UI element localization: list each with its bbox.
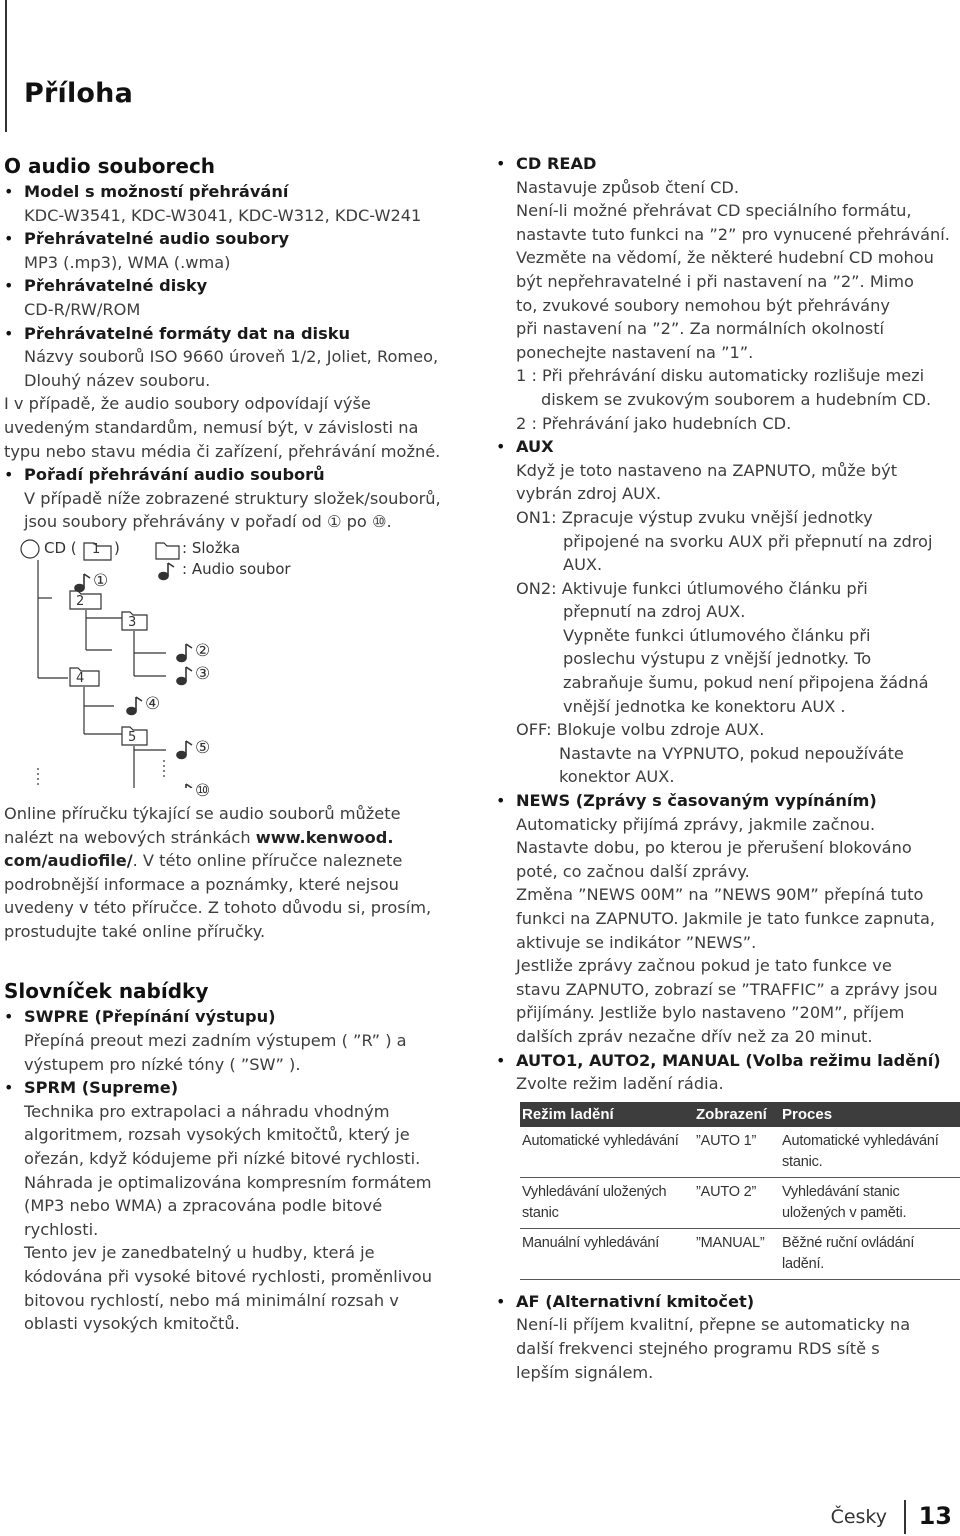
news-line: Nastavte dobu, po kterou je přerušení blokováno	[516, 838, 912, 858]
note-icon	[159, 563, 174, 580]
cdread-line: Nastavuje způsob čtení CD.	[516, 177, 739, 197]
sprm-item-line: Technika pro extrapolaci a náhradu vhodným	[24, 1101, 390, 1121]
news-line: poté, co začnou další zprávy.	[516, 861, 750, 881]
sprm-item-line: kódována při vysoké bitové rychlosti, proměnlivou	[24, 1267, 432, 1286]
folder-number: 5	[128, 729, 137, 745]
af-heading: AF (Alternativní kmitočet)	[516, 1291, 755, 1311]
order-item	[4, 463, 464, 534]
table-row	[520, 1177, 960, 1228]
aux-line: Když je toto nastaveno na ZAPNUTO, může být	[516, 460, 898, 480]
tuning-table	[520, 1102, 960, 1280]
online-line: uvedeny v této příručce. Z tohoto důvodu si, prosím,	[4, 898, 432, 918]
audio-item-heading: Přehrávatelné formáty dat na disku	[24, 323, 351, 343]
sprm-item-line: Tento jev je zanedbatelný u hudby, která je	[24, 1243, 375, 1263]
folder-tree-diagram	[4, 538, 304, 801]
audio-item-heading: Přehrávatelné disky	[24, 276, 208, 296]
note-icon	[177, 741, 192, 759]
audio-item-heading: Přehrávatelné audio soubory	[24, 229, 289, 249]
news-line: stavu ZAPNUTO, zobrazí se ”TRAFFIC” a zprávy jsou	[516, 979, 938, 999]
swpre-item-line: výstupem pro nízké tóny ( ”SW” ).	[24, 1054, 301, 1074]
audio-item	[4, 180, 464, 227]
news-line: Automaticky přijímá zprávy, jakmile začnou.	[516, 814, 876, 834]
tuning-line: Zvolte režim ladění rádia.	[516, 1074, 724, 1094]
tuning	[496, 1049, 956, 1096]
sprm-item-line: rychlosti.	[24, 1219, 99, 1239]
sprm-item-line: ořezán, když kódujeme při nízké bitové rychlosti.	[24, 1149, 421, 1169]
table-cell: Vyhledávání stanic uložených v paměti.	[780, 1177, 960, 1228]
news-item	[496, 789, 956, 1049]
table-cell: Vyhledávání uložených stanic	[520, 1177, 694, 1228]
table-row	[520, 1127, 960, 1178]
af-item	[496, 1290, 956, 1384]
audio-item-line: Názvy souborů ISO 9660 úroveň 1/2, Joliet, Romeo,	[24, 347, 439, 367]
cdread-line: Není-li možné přehrávat CD speciálního formátu,	[516, 201, 912, 221]
cdread-item	[496, 152, 956, 435]
note-icon	[127, 697, 142, 715]
cdread-line: při nastavení na ”2”. Za normálních okolností	[516, 319, 885, 339]
aux-heading: AUX	[516, 437, 554, 457]
online-text: . V této online příručce naleznete	[132, 851, 403, 871]
cd-icon	[21, 540, 39, 558]
right-column	[496, 152, 956, 1384]
table-body	[520, 1127, 960, 1280]
cdread-line: nastavte tuto funkci na ”2” pro vynucené přehrávání.	[516, 224, 950, 244]
online-line: prostudujte také online příručky.	[4, 921, 266, 941]
bullet-dot: •	[4, 1078, 14, 1098]
table-cell: ”MANUAL”	[694, 1228, 780, 1279]
af-line: lepším signálem.	[516, 1362, 654, 1382]
cdread-line: Vezměte na vědomí, že některé hudební CD mohou	[516, 248, 934, 268]
news-heading: NEWS (Zprávy s časovaným vypínáním)	[516, 791, 877, 811]
note-line: uvedeným standardům, nemusí být, v závislosti na	[4, 417, 419, 437]
tuning-heading: AUTO1, AUTO2, MANUAL (Volba režimu ladění)	[516, 1050, 941, 1070]
cdread-heading: CD READ	[516, 154, 597, 173]
af-line: další frekvenci stejného programu RDS sítě s	[516, 1338, 880, 1358]
file-order: ④	[145, 693, 161, 714]
table-cell: ”AUTO 2”	[694, 1177, 780, 1228]
file-order: ①	[93, 570, 109, 591]
news-line: přijímány. Jestliže bylo nastaveno ”20M”, příjem	[516, 1003, 905, 1023]
bullet-dot: •	[4, 1007, 14, 1027]
file-order: ②	[195, 640, 211, 661]
table-cell: Automatické vyhledávání stanic.	[780, 1127, 960, 1178]
table-cell: Manuální vyhledávání	[520, 1228, 694, 1279]
audio-note	[4, 392, 464, 463]
file-order: ⑩	[195, 780, 211, 801]
glossary-items	[4, 1005, 464, 1335]
aux-on2-line: zabraňuje šumu, pokud není připojena žádná	[563, 673, 929, 693]
sprm-item-line: algoritmem, rozsah vysokých kmitočtů, který je	[24, 1125, 410, 1145]
file-order: ③	[195, 663, 211, 684]
margin-rule	[5, 0, 7, 132]
af	[496, 1290, 956, 1384]
cd-label: CD (	[44, 538, 77, 557]
table-header-row	[520, 1102, 960, 1127]
audio-item	[4, 322, 464, 393]
aux-on1-line: AUX.	[563, 555, 603, 575]
aux-off-line: Nastavte na VYPNUTO, pokud nepoužíváte	[559, 743, 904, 763]
online-link[interactable]: www.kenwood.	[255, 827, 394, 847]
audio-item-line: KDC-W3541, KDC-W3041, KDC-W312, KDC-W241	[24, 205, 422, 225]
folder-number: 4	[76, 670, 85, 686]
audio-item-line: Dlouhý název souboru.	[24, 370, 211, 390]
online-manual-note	[4, 802, 464, 944]
cdread-line: ponechejte nastavení na ”1”.	[516, 342, 754, 362]
bullet-dot: •	[4, 229, 14, 249]
bullet-dot: •	[4, 465, 14, 485]
news-line: funkci na ZAPNUTO. Jakmile je tato funkce zapnuta,	[516, 909, 936, 928]
aux-on2-line: Vypněte funkci útlumového článku při	[563, 625, 871, 645]
audio-items	[4, 180, 464, 392]
aux-on2-line: poslechu výstupu z vnější jednotky. To	[563, 649, 872, 669]
sprm-item-line: Náhrada je optimalizována kompresním formátem	[24, 1172, 432, 1192]
swpre-item-line: Přepíná preout mezi zadním výstupem ( ”R” ) a	[24, 1031, 407, 1051]
online-line	[4, 826, 464, 850]
root-folder-number: 1	[92, 541, 101, 557]
file-order: ⑤	[195, 737, 211, 758]
aux-on2-line: přepnutí na zdroj AUX.	[563, 602, 746, 622]
aux-off: OFF: Blokuje volbu zdroje AUX.	[516, 720, 765, 740]
table-cell: Běžné ruční ovládání ladění.	[780, 1228, 960, 1279]
cdread-line: to, zvukové soubory nemohou být přehrávány	[516, 295, 890, 315]
aux-item	[496, 435, 956, 789]
news-line: Změna ”NEWS 00M” na ”NEWS 90M” přepíná tuto	[516, 885, 924, 905]
footer-language: Česky	[830, 1506, 887, 1528]
page-number: 13	[918, 1502, 952, 1530]
note-icon	[75, 574, 90, 592]
news-line: Jestliže zprávy začnou pokud je tato funkce ve	[516, 956, 892, 976]
aux	[496, 435, 956, 789]
swpre-item	[4, 1005, 464, 1076]
aux-on2: ON2: Aktivuje funkci útlumového článku při	[516, 578, 868, 598]
aux-off-line: konektor AUX.	[559, 767, 675, 787]
aux-on1-line: připojené na svorku AUX při přepnutí na zdroj	[563, 531, 933, 551]
swpre-item-heading: SWPRE (Přepínání výstupu)	[24, 1007, 276, 1027]
online-line: podrobnější informace a poznámky, které nejsou	[4, 874, 399, 894]
bullet-dot: •	[4, 276, 14, 296]
table-cell: Automatické vyhledávání	[520, 1127, 694, 1178]
folder-number: 3	[128, 614, 137, 630]
news-line: dalších zpráv nezačne dřív než za 20 minut.	[516, 1026, 873, 1046]
cdread	[496, 152, 956, 435]
sprm-item	[4, 1076, 464, 1336]
audio-item-line: MP3 (.mp3), WMA (.wma)	[24, 252, 231, 272]
bullet-dot: •	[4, 323, 14, 343]
cdread-line: 1 : Při přehrávání disku automaticky rozlišuje mezi	[516, 366, 925, 386]
bullet-dot: •	[4, 182, 14, 201]
news	[496, 789, 956, 1049]
audio-item-line: CD-R/RW/ROM	[24, 299, 141, 319]
order-item	[4, 463, 464, 534]
sprm-item-line: bitovou rychlostí, nebo má minimální rozsah v	[24, 1290, 399, 1310]
bullet-dot: •	[496, 791, 506, 811]
bullet-dot: •	[496, 154, 506, 173]
table-header: Zobrazení	[694, 1102, 780, 1127]
order-item-heading: Pořadí přehrávání audio souborů	[24, 465, 325, 485]
folder-number: 2	[76, 593, 85, 609]
sprm-item-line: (MP3 nebo WMA) a zpracována podle bitové	[24, 1196, 383, 1216]
legend-file-label: : Audio soubor	[182, 559, 291, 578]
order-item-line: V případě níže zobrazené struktury složek/souborů,	[24, 488, 441, 508]
online-text: nalézt na webových stránkách	[4, 827, 256, 847]
online-line: Online příručku týkající se audio souborů můžete	[4, 803, 401, 823]
cd-label-close: )	[114, 538, 120, 557]
note-line: typu nebo stavu média či zařízení, přehrávání možné.	[4, 441, 441, 461]
online-rest	[4, 873, 464, 944]
news-line: aktivuje se indikátor ”NEWS”.	[516, 932, 757, 952]
aux-on1: ON1: Zpracuje výstup zvuku vnější jednotky	[516, 507, 873, 527]
note-line: I v případě, že audio soubory odpovídají výše	[4, 394, 371, 414]
audio-item-heading: Model s možností přehrávání	[24, 182, 289, 201]
bullet-dot: •	[496, 437, 506, 457]
af-line: Není-li příjem kvalitní, přepne se automaticky na	[516, 1315, 911, 1335]
glossary-section-title: Slovníček nabídky	[4, 979, 209, 1004]
note-icon	[177, 667, 192, 685]
cdread-line: 2 : Přehrávání jako hudebních CD.	[516, 413, 792, 433]
legend-folder-label: : Složka	[182, 538, 241, 557]
audio-item	[4, 274, 464, 321]
table-cell: ”AUTO 1”	[694, 1127, 780, 1178]
page-title: Příloha	[24, 78, 134, 109]
sprm-item-line: oblasti vysokých kmitočtů.	[24, 1314, 240, 1334]
bullet-dot: •	[496, 1050, 506, 1070]
footer-separator	[904, 1500, 906, 1534]
aux-line: vybrán zdroj AUX.	[516, 484, 662, 504]
aux-on2-line: vnější jednotka ke konektoru AUX .	[563, 696, 846, 716]
left-column	[4, 152, 464, 1336]
cdread-line: být nepřehravatelné i při nastavení na ”2”. Mimo	[516, 271, 914, 291]
cdread-line: diskem se zvukovým souborem a hudebním CD.	[541, 389, 932, 409]
bullet-dot: •	[496, 1291, 506, 1311]
order-item-line: jsou soubory přehrávány v pořadí od ① po ⑩.	[24, 512, 392, 532]
table-header: Režim ladění	[520, 1102, 694, 1127]
note-icon	[177, 784, 192, 788]
online-link[interactable]: com/audiofile/	[4, 851, 133, 871]
note-icon	[177, 644, 192, 662]
online-line	[4, 849, 464, 873]
table-row	[520, 1228, 960, 1279]
sprm-item-heading: SPRM (Supreme)	[24, 1078, 179, 1098]
audio-section-title: O audio souborech	[4, 154, 216, 178]
table-header: Proces	[780, 1102, 960, 1127]
audio-item	[4, 227, 464, 274]
legend-folder-icon	[156, 543, 179, 559]
tuning-item	[496, 1049, 956, 1096]
